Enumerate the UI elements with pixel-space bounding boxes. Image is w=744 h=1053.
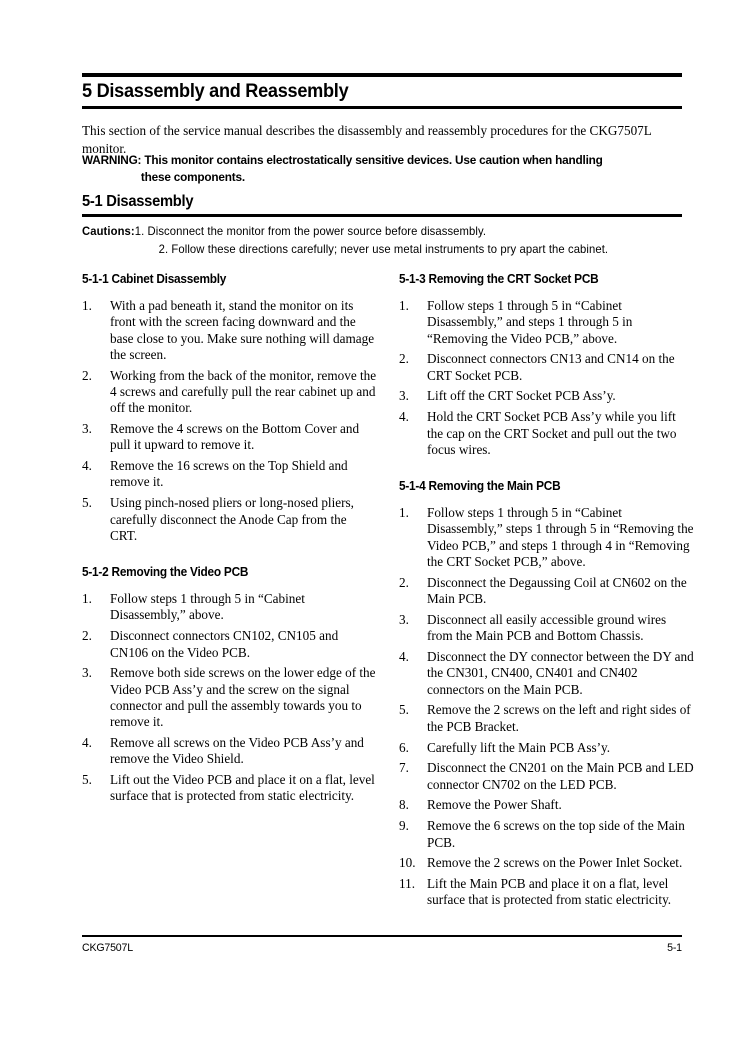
step-number: 4. [399,409,409,425]
step-text: Carefully lift the Main PCB Ass’y. [427,739,611,755]
steps-list-removing-video-pcb [82,591,377,805]
step-number: 4. [82,458,92,474]
step-number: 3. [82,665,92,681]
list-item [399,760,694,793]
step-number: 2. [82,367,92,383]
cautions-block [82,223,664,258]
step-number: 6. [399,739,409,755]
list-item [82,665,377,730]
footer-model: CKG7507L [82,942,133,954]
step-text: Follow steps 1 through 5 in “Cabinet Disassembly,” and steps 1 through 5 in “Removing the Video PCB,” above. [427,298,633,346]
list-item [82,458,377,491]
step-number: 2. [399,574,409,590]
list-item [399,876,694,909]
step-number: 4. [399,649,409,665]
step-text: Remove the 6 screws on the top side of the Main PCB. [427,818,685,850]
subsection-heading-5-1-3: 5-1-3 Removing the CRT Socket PCB [399,272,599,286]
step-number: 1. [399,505,409,521]
section-rule [82,214,682,217]
step-text: Working from the back of the monitor, remove the 4 screws and carefully pull the rear cabinet up and off the monitor. [110,367,377,416]
step-number: 1. [82,298,92,313]
cautions-label: Cautions: [82,225,135,238]
warning-line-2: these components. [140,169,245,184]
step-number: 5. [399,702,409,718]
list-item [399,702,694,735]
subsection-heading-5-1-2: 5-1-2 Removing the Video PCB [82,565,249,580]
step-number: 2. [399,351,409,367]
step-number: 11. [399,876,415,892]
step-text: Remove the 2 screws on the left and right sides of the PCB Bracket. [427,702,691,734]
document-page [82,0,694,1053]
list-item [82,421,377,454]
list-item [399,505,694,570]
footer-row [82,937,682,956]
step-text: Follow steps 1 through 5 in “Cabinet Disassembly,” steps 1 through 5 in “Removing the Video PCB,” and steps 1 through 4 in “Removing the CRT Socket PCB,” above. [427,505,694,570]
steps-list-cabinet-disassembly [82,298,377,544]
step-text: Remove the Power Shaft. [427,797,562,813]
list-item [399,740,694,756]
list-item [399,818,694,851]
list-item [399,797,694,813]
step-text: Follow steps 1 through 5 in “Cabinet Disassembly,” above. [110,591,305,623]
step-text: Remove all screws on the Video PCB Ass’y and remove the Video Shield. [110,735,364,767]
section-title: 5-1 Disassembly [82,193,194,210]
step-text: Lift the Main PCB and place it on a flat, level surface that is protected from static electricity. [427,876,672,908]
step-number: 10. [399,855,416,871]
step-text: Remove the 2 screws on the Power Inlet Socket. [427,855,683,871]
step-text: Remove both side screws on the lower edge of the Video PCB Ass’y and the screw on the signal connector and pull the assembly towards you to remove it. [110,665,376,730]
steps-list-removing-main-pcb [399,505,694,909]
list-item [82,591,377,624]
right-column [399,272,694,913]
list-item [399,351,694,384]
step-text: Using pinch-nosed pliers or long-nosed pliers, carefully disconnect the Anode Cap from the CRT. [110,495,354,543]
step-text: Disconnect the CN201 on the Main PCB and LED connector CN702 on the LED PCB. [427,760,694,792]
step-text: Lift out the Video PCB and place it on a flat, level surface that is protected from static electricity. [110,772,375,804]
step-text: Disconnect connectors CN102, CN105 and CN106 on the Video PCB. [110,628,339,660]
step-text: Hold the CRT Socket PCB Ass’y while you lift the cap on the CRT Socket and pull out the two focus wires. [427,409,677,457]
list-item [399,855,694,871]
step-text: Disconnect all easily accessible ground wires from the Main PCB and Bottom Chassis. [427,611,667,644]
list-item [399,612,694,645]
step-number: 5. [82,772,92,788]
step-number: 7. [399,760,409,776]
step-number: 5. [82,495,92,511]
step-text: Lift off the CRT Socket PCB Ass’y. [427,388,616,404]
step-text: Disconnect connectors CN13 and CN14 on the CRT Socket PCB. [427,351,675,383]
section-heading-block [82,191,682,217]
step-text: Remove the 4 screws on the Bottom Cover and pull it upward to remove it. [110,421,360,453]
list-item [399,649,694,698]
step-number: 1. [82,591,92,607]
list-item [399,298,694,347]
chapter-title-block [82,73,682,109]
list-item [82,298,377,363]
step-text: Disconnect the Degaussing Coil at CN602 on the Main PCB. [427,574,687,607]
list-item [399,409,694,458]
step-text: With a pad beneath it, stand the monitor on its front with the screen facing downward and the base close to you. Make sure nothing will damage the screen. [110,298,375,362]
step-text: Disconnect the DY connector between the DY and the CN301, CN400, CN401 and CN402 connectors on the Main PCB. [427,649,694,697]
list-item [399,575,694,608]
chapter-rule-bottom [82,106,682,109]
step-number: 3. [82,421,92,437]
list-item [82,772,377,805]
page-title: 5 Disassembly and Reassembly [82,80,349,102]
list-item [399,388,694,404]
list-item [82,628,377,661]
step-number: 9. [399,818,409,834]
caution-item-1: 1. Disconnect the monitor from the power source before disassembly. [134,225,487,238]
warning-line-1: WARNING: This monitor contains electrostatically sensitive devices. Use caution when handling [82,153,603,167]
list-item [82,495,377,544]
intro-paragraph: This section of the service manual describes the disassembly and reassembly procedures for the CKG7507L monitor. [82,123,652,156]
steps-list-removing-crt-socket-pcb [399,298,694,458]
list-item [82,735,377,768]
step-number: 4. [82,735,92,751]
step-number: 1. [399,298,409,313]
step-number: 3. [399,388,409,404]
step-text: Remove the 16 screws on the Top Shield and remove it. [110,458,348,490]
step-number: 2. [82,628,92,644]
page-footer [82,935,682,956]
step-number: 8. [399,797,409,813]
step-number: 3. [399,611,409,627]
caution-item-2: 2. Follow these directions carefully; never use metal instruments to pry apart the cabinet. [158,242,609,256]
footer-page-number: 5-1 [667,942,682,954]
left-column [82,272,377,809]
warning-block [82,152,652,185]
subsection-heading-5-1-1: 5-1-1 Cabinet Disassembly [82,272,227,286]
subsection-heading-5-1-4: 5-1-4 Removing the Main PCB [399,479,561,494]
list-item [82,368,377,417]
